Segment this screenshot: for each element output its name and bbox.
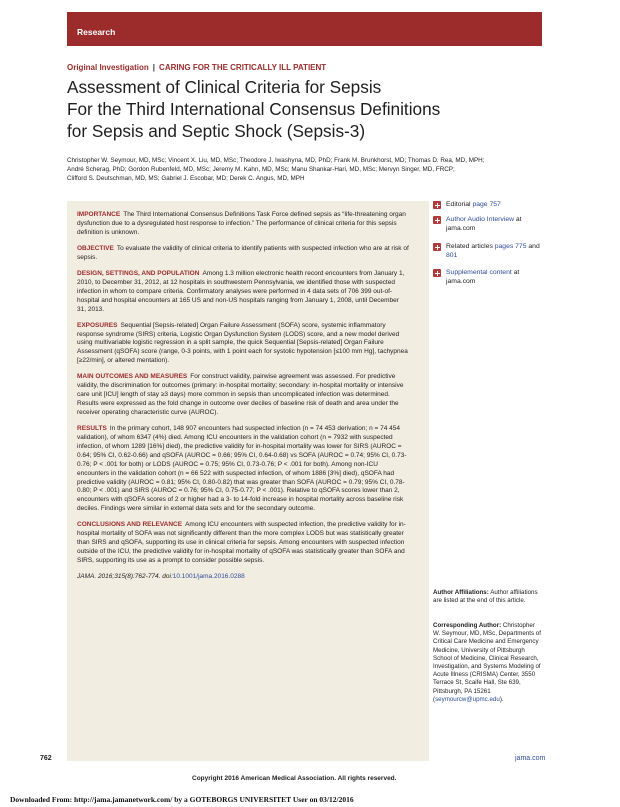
section-head: RESULTS	[77, 425, 107, 433]
section-text: Among 1.3 million electronic health record encounters from January 1, 2010, to December 31, 2012, at 12 hospitals in southwestern Pennsylvania, we identified those with suspected infection in whom to compare criteria. Confirmatory analyses were performed in 4 data sets of 706 399 out-of-hospital and hospital encounters at 165 US and non-US hospitals ranging from January 1, 2008, until December 31, 2013.	[77, 269, 405, 313]
editorial-link[interactable]: page 757	[472, 201, 501, 208]
section-text: For construct validity, pairwise agreement was assessed. For predictive validity, the discrimination for outcomes (primary: in-hospital mortality; secondary: in-hospital mortality or intensive care unit [ICU] length of stay ≥3 days) more common in sepsis than uncomplicated infection was determined. Results were expressed as the fold change in outcome over deciles of baseline risk of death and area under the receiver operating characteristic curve (AUROC).	[77, 373, 404, 416]
section-head: MAIN OUTCOMES AND MEASURES	[77, 373, 188, 381]
page-number: 762	[40, 755, 52, 762]
journal-site-link[interactable]: jama.com	[515, 755, 546, 762]
citation	[77, 573, 409, 582]
affiliations-text: Author affiliations are listed at the end of this article.	[433, 589, 538, 605]
article-type: Original Investigation	[67, 63, 149, 72]
abstract-box	[67, 201, 429, 761]
section-text: To evaluate the validity of clinical criteria to identify patients with suspected infection who are at risk of sepsis.	[77, 244, 409, 261]
corresponding-author	[433, 622, 543, 704]
editorial-label: Editorial	[446, 201, 471, 208]
title-line: for Sepsis and Septic Shock (Sepsis-3)	[67, 121, 366, 141]
abstract-design	[77, 270, 409, 315]
author-list	[67, 156, 547, 184]
affiliations-head: Author Affiliations:	[433, 589, 489, 596]
abstract-results	[77, 425, 409, 514]
title-line: Assessment of Clinical Criteria for Sepsis	[67, 77, 382, 97]
citation-text: JAMA. 2016;315(8):762-774. doi:	[77, 573, 173, 581]
supp-site: jama.com	[446, 277, 476, 285]
kicker-separator: |	[152, 63, 156, 72]
author-affiliations	[433, 589, 543, 605]
article-section: CARING FOR THE CRITICALLY ILL PATIENT	[159, 63, 327, 72]
related-label: Related articles	[446, 243, 493, 250]
abstract-conclusions	[77, 521, 409, 566]
corresponding-close: ).	[499, 695, 504, 703]
plus-icon	[433, 201, 441, 209]
corresponding-text: Christopher W. Seymour, MD, MSc, Departments of Critical Care Medicine and Emergency Medicine, University of Pittsburgh School of Medicine, Clinical Research, Investigation, and Systems Modeling of Acute Illness (CRISMA) Center, 3550 Terrace St, Scaife Hall, Ste 639, Pittsburgh, PA 15261 (	[433, 622, 541, 703]
doi-link[interactable]: 10.1001/jama.2016.0288	[172, 573, 245, 581]
abstract-objective	[77, 245, 409, 263]
section-head: OBJECTIVE	[77, 244, 114, 252]
section-text: The Third International Consensus Definitions Task Force defined sepsis as “life-threatening organ dysfunction due to a dysregulated host response to infection.” The performance of clinical criteria for this sepsis definition is unknown.	[77, 211, 406, 236]
section-head: EXPOSURES	[77, 321, 118, 329]
copyright-line: Copyright 2016 American Medical Association. All rights reserved.	[192, 775, 397, 782]
section-text: Sequential [Sepsis-related] Organ Failure Assessment (SOFA) score, systemic inflammatory response syndrome (SIRS) criteria, Logistic Organ Dysfunction System (LODS) score, and a new model derived using multivariable logistic regression in a split sample, the quick Sequential [Sepsis-related] Organ Failure Assessment (qSOFA) score (range, 0-3 points, with 1 point each for systolic hypotension [≤100 mm Hg], tachypnea [≥22/min], or altered mentation).	[77, 321, 408, 365]
email-link[interactable]: seymourcw@upmc.edu	[435, 695, 500, 703]
section-head: IMPORTANCE	[77, 211, 121, 218]
plus-icon	[433, 269, 441, 277]
section-head: CONCLUSIONS AND RELEVANCE	[77, 521, 183, 529]
author-line: Clifford S. Deutschman, MD, MS; Gabriel J. Escobar, MD; Derek C. Angus, MD, MPH	[67, 175, 305, 183]
plus-icon	[433, 243, 441, 251]
section-head: DESIGN, SETTINGS, AND POPULATION	[77, 269, 200, 277]
section-text: In the primary cohort, 148 907 encounters had suspected infection (n = 74 453 derivation; n = 74 454 validation), of whom 6347 (4%) died. Among ICU encounters in the validation cohort (n = 7932 with suspected infection, of whom 1289 [16%] died), the predictive validity for in-hospital mortality was lower for SIRS (AUROC = 0.64; 95% CI, 0.62-0.66) and qSOFA (AUROC = 0.66; 95% CI, 0.64-0.68) vs SOFA (AUROC = 0.74; 95% CI, 0.73-0.76; P < .001 for both) or LODS (AUROC = 0.75; 95% CI, 0.73-0.76; P < .001 for both). Among non-ICU encounters in the validation cohort (n = 66 522 with suspected infection, of whom 1886 [3%] died), qSOFA had predictive validity (AUROC = 0.81; 95% CI, 0.80-0.82) that was greater than SOFA (AUROC = 0.79; 95% CI, 0.78-0.80; P < .001) and SIRS (AUROC = 0.76; 95% CI, 0.75-0.77; P < .001). Relative to qSOFA scores lower than 2, encounters with qSOFA scores of 2 or higher had a 3- to 14-fold increase in hospital mortality across baseline risk deciles. Findings were similar in external data sets and for the secondary outcome.	[77, 425, 407, 513]
download-stamp: Downloaded From: http://jama.jamanetwork.com/ by a GOTEBORGS UNIVERSITET User on 03/12/2016	[10, 795, 354, 804]
related-and: and	[528, 243, 540, 250]
audio-site: jama.com	[446, 224, 476, 232]
author-line: André Scherag, PhD; Gordon Rubenfeld, MD, MSc; Jeremy M. Kahn, MD, MSc; Manu Shankar-Hari, MD, MSc; Mervyn Singer, MD, FRCP;	[67, 166, 455, 174]
article-title	[67, 76, 547, 142]
audio-link[interactable]: Author Audio Interview	[446, 216, 515, 223]
author-line: Christopher W. Seymour, MD, MSc; Vincent X. Liu, MD, MSc; Theodore J. Iwashyna, MD, PhD; Frank M. Brunkhorst, MD; Thomas D. Rea, MD, MPH;	[67, 157, 485, 164]
plus-icon	[433, 216, 441, 224]
corresponding-head: Corresponding Author:	[433, 622, 502, 629]
audio-suffix: at	[515, 216, 522, 223]
section-text: Among ICU encounters with suspected infection, the predictive validity for in-hospital mortality of SOFA was not significantly different than the more complex LODS but was statistically greater than SIRS and qSOFA, supporting its use in clinical criteria for sepsis. Among encounters with suspected infection outside of the ICU, the predictive validity for in-hospital mortality of qSOFA was statistically greater than SOFA and SIRS, supporting its use as a prompt to consider possible sepsis.	[77, 521, 406, 564]
supp-suffix: at	[513, 269, 520, 276]
section-label: Research	[77, 27, 116, 37]
supplemental-link[interactable]: Supplemental content	[446, 269, 512, 276]
title-line: For the Third International Consensus Definitions	[67, 99, 441, 119]
abstract-exposures	[77, 322, 409, 367]
related-link-1[interactable]: pages 775	[494, 243, 527, 250]
abstract-outcomes	[77, 373, 409, 418]
section-banner	[67, 12, 542, 46]
related-link-2[interactable]: 801	[446, 251, 458, 259]
article-kicker	[67, 63, 326, 72]
abstract-importance	[77, 211, 409, 238]
